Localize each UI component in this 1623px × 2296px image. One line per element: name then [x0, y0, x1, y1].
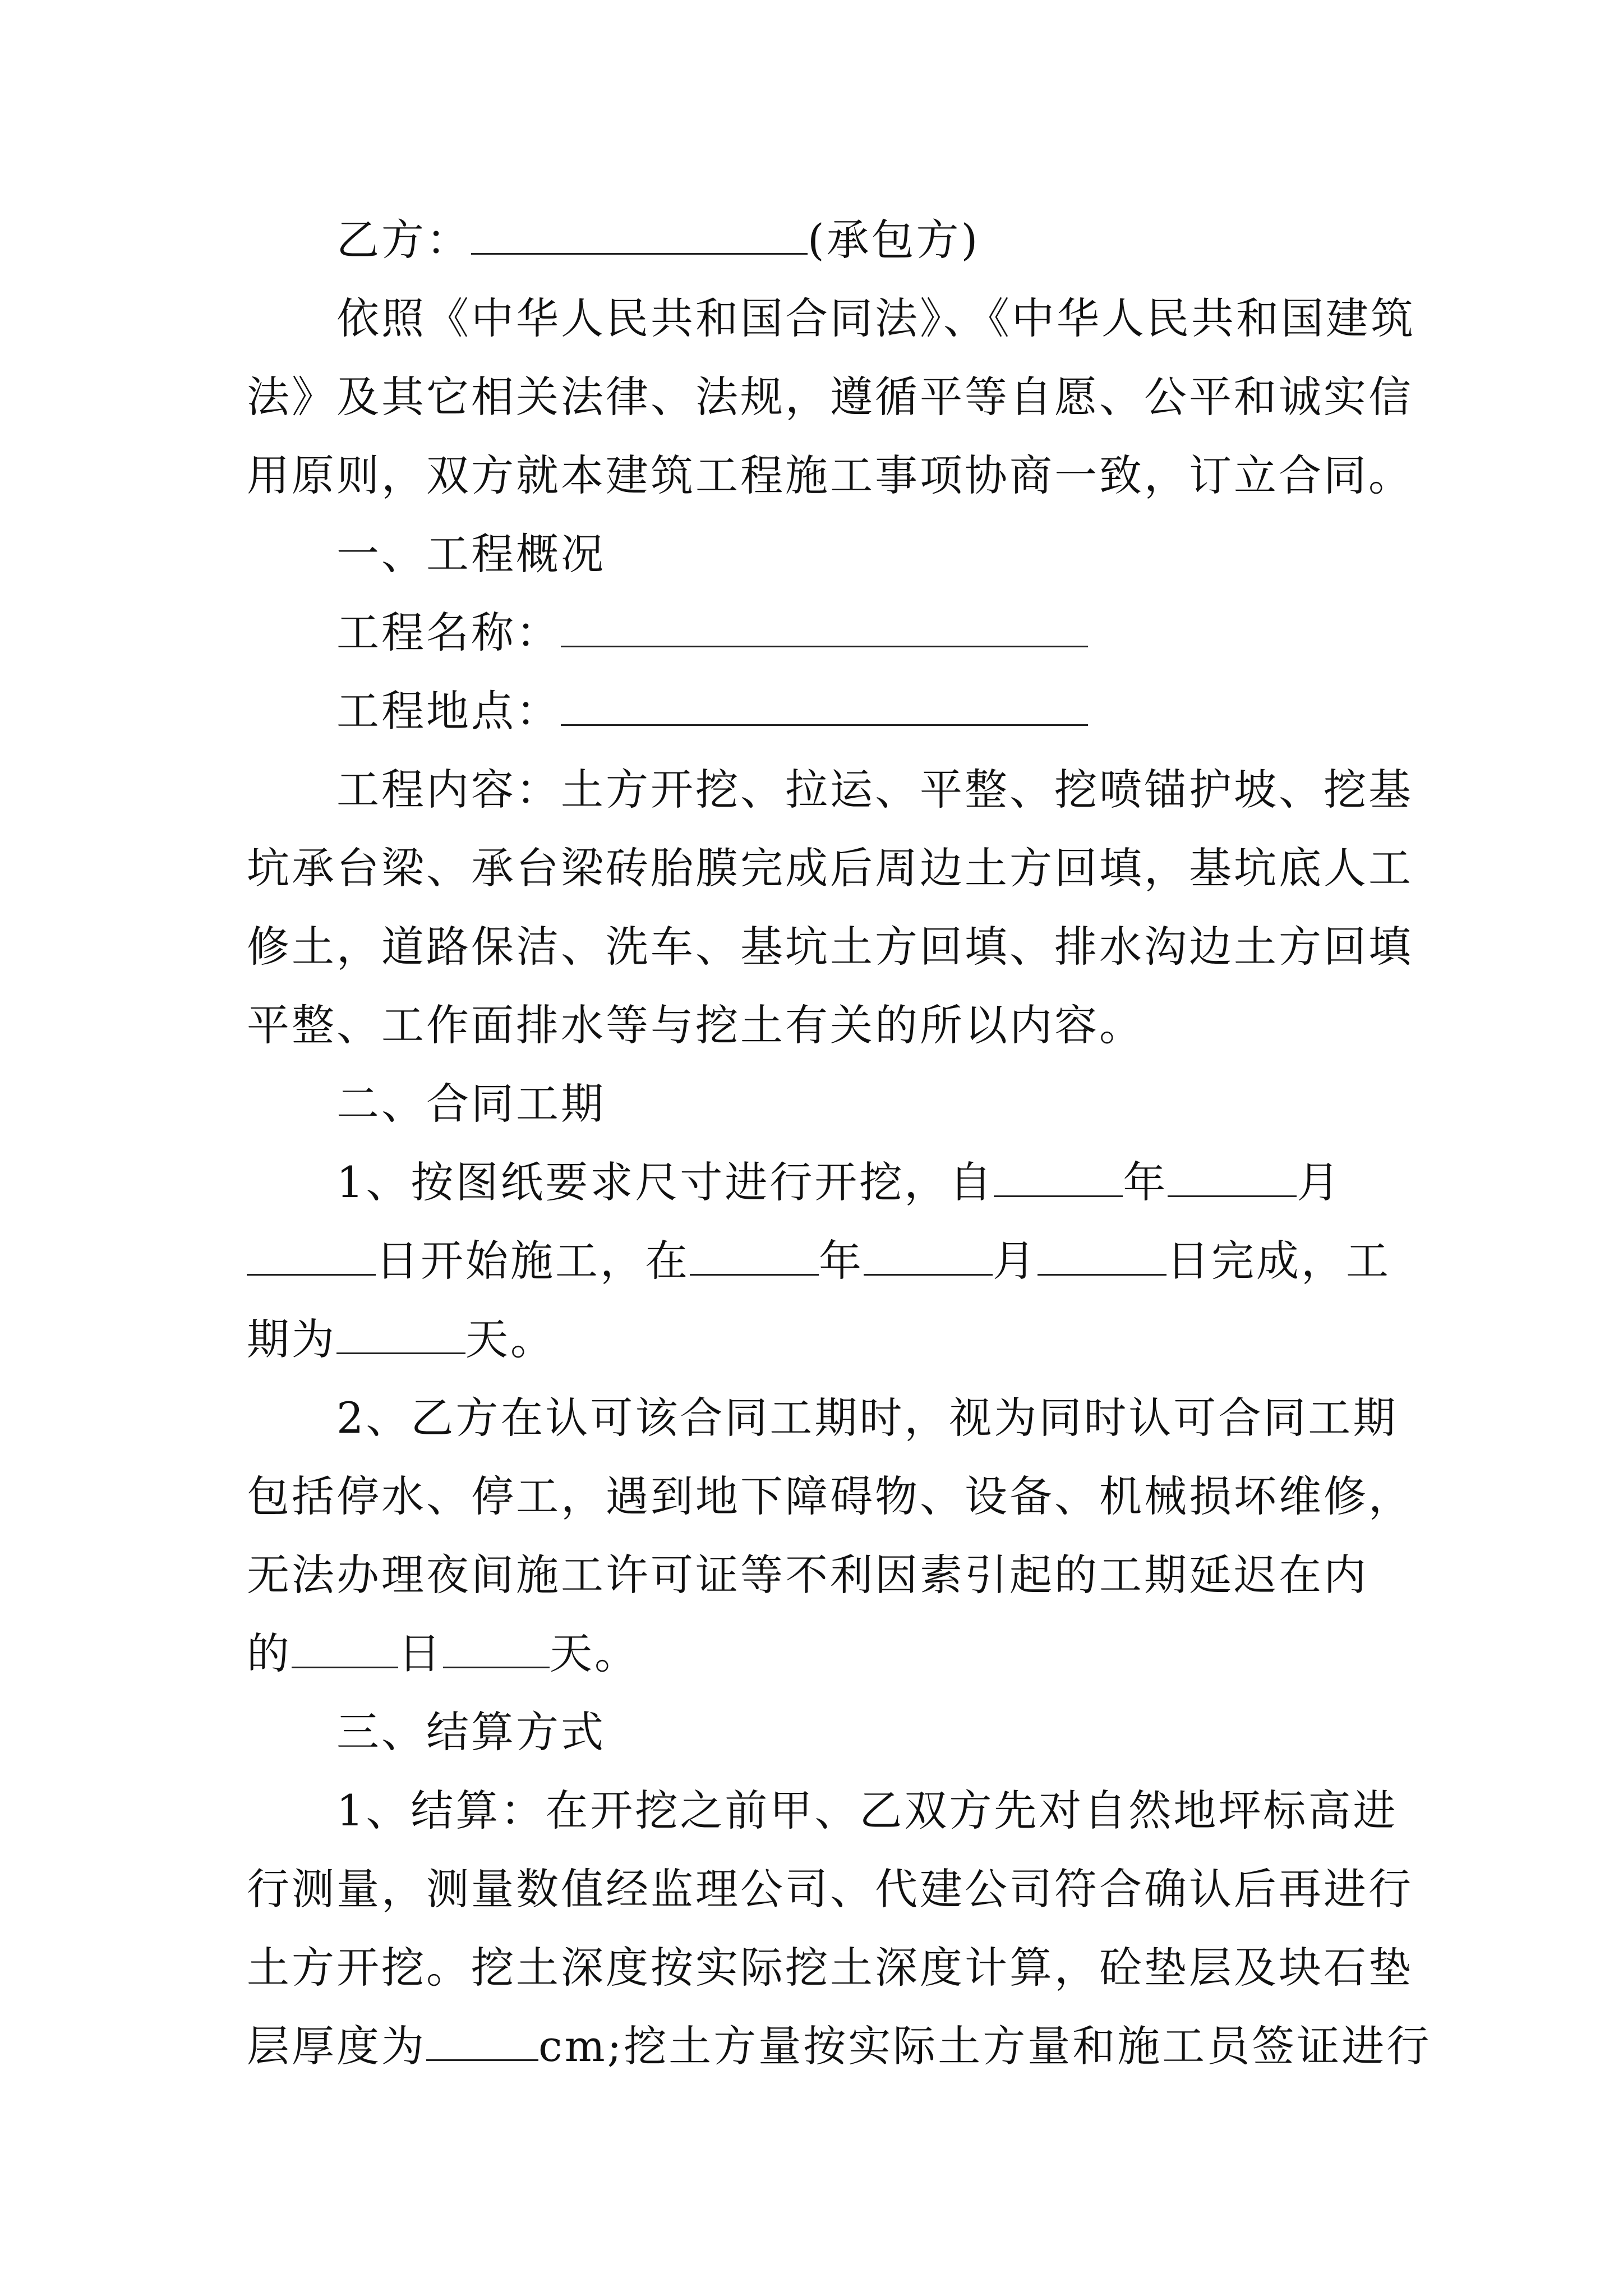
delay-blank-1[interactable]: [292, 1627, 398, 1668]
duration-item2-line-3: 无法办理夜间施工许可证等不利因素引起的工期延迟在内: [247, 1550, 1368, 1600]
item2-day-label: 日: [398, 1628, 443, 1678]
duration-item2-line-1: 2、乙方在认可该合同工期时，视为同时认可合同工期: [336, 1393, 1398, 1443]
period-days-blank[interactable]: [336, 1313, 465, 1354]
project-location-line: [336, 683, 1088, 739]
duration-item2-line-4: [247, 1626, 639, 1682]
project-content-line-1: 工程内容：土方开挖、拉运、平整、挖喷锚护坡、挖基: [336, 765, 1413, 815]
project-location-label: 工程地点：: [336, 686, 561, 736]
delay-blank-2[interactable]: [443, 1627, 550, 1668]
project-name-blank[interactable]: [561, 606, 1088, 647]
year-label: 年: [819, 1236, 864, 1286]
settlement-line-3: 土方开挖。挖土深度按实际挖土深度计算，砼垫层及块石垫: [247, 1943, 1413, 1993]
start-day-blank[interactable]: [247, 1235, 376, 1276]
thickness-label: 层厚度为: [247, 2021, 426, 2071]
project-content-line-3: 修土，道路保洁、洗车、基坑土方回填、排水沟边土方回填: [247, 922, 1413, 972]
duration-item1-line-2: [247, 1233, 1391, 1289]
project-name-line: [336, 605, 1088, 661]
project-location-blank[interactable]: [561, 685, 1088, 726]
start-year-blank[interactable]: [994, 1156, 1123, 1197]
start-text: 日开始施工，在: [376, 1236, 690, 1286]
project-name-label: 工程名称：: [336, 608, 561, 657]
settlement-text: cm;挖土方量按实际土方量和施工员签证进行: [538, 2021, 1432, 2071]
end-year-blank[interactable]: [690, 1235, 819, 1276]
item2-days-label: 天。: [550, 1628, 639, 1678]
preamble-line-2: 法》及其它相关法律、法规，遵循平等自愿、公平和诚实信: [247, 372, 1413, 422]
start-month-blank[interactable]: [1168, 1156, 1297, 1197]
end-day-blank[interactable]: [1038, 1235, 1166, 1276]
settlement-line-2: 行测量，测量数值经监理公司、代建公司符合确认后再进行: [247, 1864, 1413, 1914]
end-month-blank[interactable]: [864, 1235, 993, 1276]
month-label: 月: [993, 1236, 1038, 1286]
project-content-line-2: 坑承台梁、承台梁砖胎膜完成后周边土方回填，基坑底人工: [247, 843, 1413, 893]
preamble-line-3: 用原则，双方就本建筑工程施工事项协商一致，订立合同。: [247, 450, 1413, 500]
party-b-blank[interactable]: [471, 214, 808, 255]
party-b-line: [336, 212, 980, 268]
project-content-line-4: 平整、工作面排水等与挖土有关的所以内容。: [247, 1000, 1144, 1050]
preamble-line-1: 依照《中华人民共和国合同法》、《中华人民共和国建筑: [336, 293, 1415, 343]
period-label: 期为: [247, 1314, 336, 1364]
settlement-line-1: 1、结算：在开挖之前甲、乙双方先对自然地坪标高进: [336, 1786, 1398, 1835]
section2-heading: 二、合同工期: [336, 1079, 606, 1129]
thickness-blank[interactable]: [426, 2020, 538, 2061]
duration-item2-line-2: 包括停水、停工，遇到地下障碍物、设备、机械损坏维修，: [247, 1471, 1413, 1521]
year-label: 年: [1123, 1157, 1168, 1207]
end-text: 日完成，工: [1166, 1236, 1391, 1286]
item2-text: 的: [247, 1628, 292, 1678]
party-b-label: 乙方：: [336, 215, 471, 265]
settlement-line-4: [247, 2018, 1431, 2074]
duration-item1-line-3: [247, 1312, 555, 1368]
days-label: 天。: [465, 1314, 555, 1364]
duration-text: 1、按图纸要求尺寸进行开挖，自: [336, 1157, 994, 1207]
party-b-suffix: (承包方): [808, 215, 980, 265]
duration-item1-line-1: [336, 1154, 1341, 1211]
section1-heading: 一、工程概况: [336, 529, 606, 579]
section3-heading: 三、结算方式: [336, 1707, 606, 1757]
month-label: 月: [1297, 1157, 1342, 1207]
